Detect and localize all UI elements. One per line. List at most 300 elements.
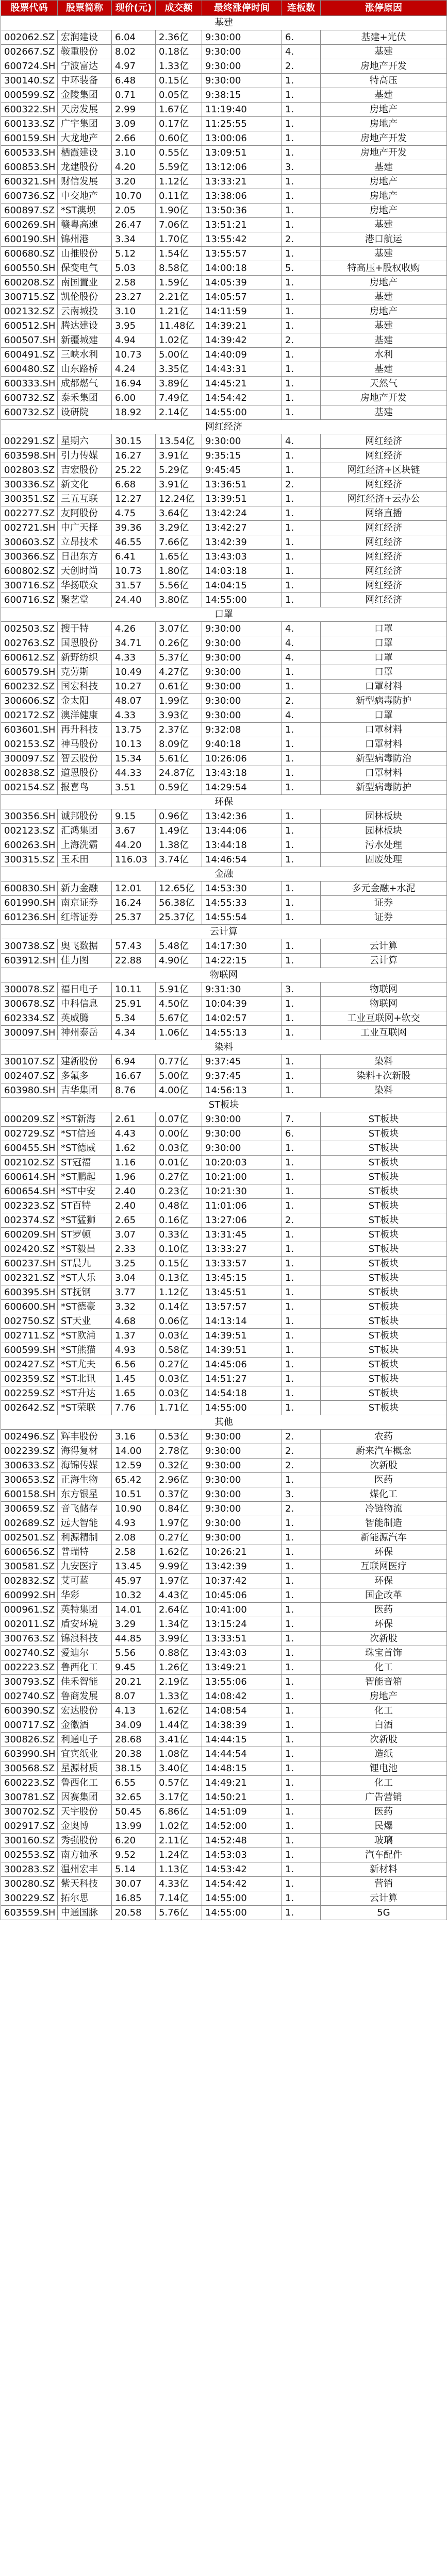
stock-name-cell: 澳洋健康 [58,708,112,723]
stock-name-cell: 英威腾 [58,1011,112,1026]
section-row [1,925,447,939]
turnover-cell: 0.03亿 [156,1386,202,1401]
stock-name-cell: 山东路桥 [58,362,112,377]
limit-up-time-cell: 14:51:27 [202,1372,282,1386]
stock-code-cell: 603990.SH [1,1747,58,1761]
turnover-cell: 1.21亿 [156,304,202,319]
board-count-cell: 1. [282,882,321,896]
turnover-cell: 0.53亿 [156,1430,202,1444]
board-count-cell: 2. [282,694,321,708]
reason-cell: 房地产开发 [321,131,447,146]
reason-cell: 网红经济 [321,535,447,550]
limit-up-time-cell: 13:33:57 [202,1257,282,1271]
price-cell: 30.15 [112,434,156,449]
reason-cell: 云计算 [321,954,447,968]
table-row [1,579,447,593]
stock-name-cell: 国恩股份 [58,636,112,651]
turnover-cell: 2.96亿 [156,1473,202,1487]
reason-cell: 多元金融+水泥 [321,882,447,896]
board-count-cell: 1. [282,492,321,506]
price-cell: 10.73 [112,564,156,579]
board-count-cell: 1. [282,752,321,766]
limit-up-time-cell: 14:44:15 [202,1733,282,1747]
turnover-cell: 1.62亿 [156,1545,202,1560]
reason-cell: 次新股 [321,1632,447,1646]
board-count-cell: 1. [282,362,321,377]
board-count-cell: 1. [282,1862,321,1877]
reason-cell: 互联网医疗 [321,1560,447,1574]
stock-name-cell: 智云股份 [58,752,112,766]
limit-up-time-cell: 14:52:48 [202,1834,282,1848]
stock-code-cell: 600223.SZ [1,1776,58,1790]
stock-code-cell: 002750.SZ [1,1314,58,1329]
stock-code-cell: 002838.SZ [1,766,58,781]
table-row [1,550,447,564]
table-row [1,1199,447,1213]
limit-up-time-cell: 14:29:54 [202,781,282,795]
limit-up-time-cell: 9:30:00 [202,1430,282,1444]
stock-code-cell: 002553.SZ [1,1848,58,1862]
stock-name-cell: *ST澳坝 [58,204,112,218]
stock-code-cell: 002832.SZ [1,1574,58,1588]
reason-cell: 天然气 [321,377,447,391]
reason-cell: ST板块 [321,1170,447,1184]
limit-up-time-cell: 13:12:06 [202,160,282,175]
stock-code-cell: 002803.SZ [1,463,58,478]
limit-up-time-cell: 14:54:42 [202,391,282,405]
price-cell: 44.20 [112,838,156,853]
turnover-cell: 3.99亿 [156,1632,202,1646]
limit-up-time-cell: 10:20:03 [202,1156,282,1170]
turnover-cell: 1.65亿 [156,550,202,564]
stock-name-cell: *ST尤夫 [58,1358,112,1372]
reason-cell: 园林板块 [321,809,447,824]
stock-name-cell: 吉宏股份 [58,463,112,478]
stock-code-cell: 600232.SZ [1,680,58,694]
table-row [1,1343,447,1358]
limit-up-time-cell: 9:30:00 [202,1531,282,1545]
reason-cell: 云计算 [321,1891,447,1906]
table-row [1,88,447,103]
price-cell: 4.97 [112,59,156,74]
turnover-cell: 1.44亿 [156,1718,202,1733]
price-cell: 4.13 [112,1704,156,1718]
stock-name-cell: 报喜鸟 [58,781,112,795]
limit-up-time-cell: 14:04:15 [202,579,282,593]
stock-code-cell: 300351.SZ [1,492,58,506]
board-count-cell: 1. [282,1790,321,1805]
reason-cell: 园林板块 [321,824,447,838]
price-cell: 2.65 [112,1213,156,1228]
board-count-cell: 1. [282,1401,321,1415]
stock-name-cell: 因赛集团 [58,1790,112,1805]
stock-name-cell: 奥飞数据 [58,939,112,954]
price-cell: 6.56 [112,1358,156,1372]
board-count-cell: 1. [282,146,321,160]
limit-up-time-cell: 14:39:51 [202,1329,282,1343]
limit-up-time-cell: 14:55:00 [202,1891,282,1906]
table-row [1,1112,447,1127]
stock-code-cell: 601236.SH [1,910,58,925]
reason-cell: 房地产 [321,175,447,189]
table-row [1,1848,447,1862]
limit-up-time-cell: 9:37:45 [202,1069,282,1083]
limit-up-time-cell: 14:51:09 [202,1805,282,1819]
turnover-cell: 1.49亿 [156,824,202,838]
stock-name-cell: 新野纺织 [58,651,112,665]
price-cell: 2.08 [112,1531,156,1545]
board-count-cell: 2. [282,1213,321,1228]
turnover-cell: 5.48亿 [156,939,202,954]
limit-up-time-cell: 14:03:18 [202,564,282,579]
board-count-cell: 1. [282,1805,321,1819]
limit-up-time-cell: 14:55:33 [202,896,282,910]
board-count-cell: 1. [282,506,321,521]
table-row [1,1473,447,1487]
section-title: 云计算 [1,925,447,939]
stock-code-cell: 300738.SZ [1,939,58,954]
reason-cell: 基建 [321,319,447,333]
section-row [1,968,447,982]
board-count-cell: 1. [282,1560,321,1574]
table-row [1,593,447,607]
limit-up-time-cell: 9:40:18 [202,737,282,752]
reason-cell: 国企改革 [321,1588,447,1603]
turnover-cell: 1.80亿 [156,564,202,579]
section-title: 网红经济 [1,420,447,434]
turnover-cell: 0.01亿 [156,1156,202,1170]
price-cell: 5.34 [112,1011,156,1026]
board-count-cell: 1. [282,290,321,304]
table-row [1,146,447,160]
turnover-cell: 2.37亿 [156,723,202,737]
limit-up-time-cell: 14:50:21 [202,1790,282,1805]
reason-cell: ST板块 [321,1213,447,1228]
turnover-cell: 0.07亿 [156,1112,202,1127]
turnover-cell: 0.58亿 [156,1343,202,1358]
table-row [1,1588,447,1603]
stock-name-cell: 友阿股份 [58,506,112,521]
board-count-cell: 1. [282,1877,321,1891]
reason-cell: 染料 [321,1083,447,1098]
limit-up-time-cell: 13:55:42 [202,232,282,247]
turnover-cell: 1.02亿 [156,1819,202,1834]
turnover-cell: 7.06亿 [156,218,202,232]
limit-up-time-cell: 9:30:00 [202,74,282,88]
board-count-cell: 1. [282,463,321,478]
limit-up-time-cell: 10:26:06 [202,752,282,766]
table-row [1,1632,447,1646]
stock-name-cell: *ST升达 [58,1386,112,1401]
table-row [1,694,447,708]
board-count-cell: 1. [282,1588,321,1603]
limit-up-time-cell: 13:42:39 [202,535,282,550]
table-row [1,463,447,478]
reason-cell: ST板块 [321,1242,447,1257]
turnover-cell: 0.27亿 [156,1170,202,1184]
stock-code-cell: 600159.SH [1,131,58,146]
price-cell: 13.45 [112,1560,156,1574]
stock-code-cell: 300633.SZ [1,1459,58,1473]
table-row [1,824,447,838]
board-count-cell: 1. [282,838,321,853]
reason-cell: 新材料 [321,1862,447,1877]
limit-up-time-cell: 13:49:21 [202,1660,282,1675]
price-cell: 50.45 [112,1805,156,1819]
board-count-cell: 1. [282,103,321,117]
reason-cell: 网红经济 [321,593,447,607]
limit-up-time-cell: 9:32:08 [202,723,282,737]
board-count-cell: 6. [282,30,321,45]
table-row [1,752,447,766]
turnover-cell: 1.08亿 [156,1747,202,1761]
reason-cell: 医药 [321,1603,447,1617]
limit-up-time-cell: 13:39:51 [202,492,282,506]
table-row [1,1430,447,1444]
stock-code-cell: 602334.SZ [1,1011,58,1026]
stock-name-cell: 日出东方 [58,550,112,564]
turnover-cell: 12.65亿 [156,882,202,896]
stock-name-cell: 鲁西化工 [58,1776,112,1790]
stock-name-cell: 福日电子 [58,982,112,997]
board-count-cell: 1. [282,1632,321,1646]
board-count-cell: 2. [282,333,321,348]
board-count-cell: 1. [282,391,321,405]
price-cell: 2.99 [112,103,156,117]
reason-cell: ST板块 [321,1141,447,1156]
reason-cell: ST板块 [321,1285,447,1300]
reason-cell: ST板块 [321,1257,447,1271]
price-cell: 10.27 [112,680,156,694]
stock-code-cell: 600512.SH [1,319,58,333]
reason-cell: 玻璃 [321,1834,447,1848]
table-row [1,1257,447,1271]
stock-name-cell: 正海生物 [58,1473,112,1487]
limit-up-time-cell: 9:30:00 [202,1112,282,1127]
stock-code-cell: 002132.SZ [1,304,58,319]
turnover-cell: 5.00亿 [156,348,202,362]
price-cell: 3.34 [112,232,156,247]
table-row [1,1242,447,1257]
price-cell: 2.58 [112,1545,156,1560]
table-row [1,1704,447,1718]
board-count-cell: 1. [282,175,321,189]
turnover-cell: 0.48亿 [156,1199,202,1213]
reason-cell: 房地产 [321,117,447,131]
section-row [1,1098,447,1112]
stock-name-cell: 佳力图 [58,954,112,968]
table-row [1,910,447,925]
table-row [1,1358,447,1372]
limit-up-time-cell: 14:02:57 [202,1011,282,1026]
table-row [1,1617,447,1632]
turnover-cell: 0.05亿 [156,88,202,103]
stock-code-cell: 600480.SZ [1,362,58,377]
table-row [1,1776,447,1790]
header-board-count: 连板数 [282,1,321,16]
stock-name-cell: ST抚钢 [58,1285,112,1300]
stock-code-cell: 600830.SH [1,882,58,896]
price-cell: 4.94 [112,333,156,348]
table-row [1,1761,447,1776]
price-cell: 1.37 [112,1329,156,1343]
stock-name-cell: 南方轴承 [58,1848,112,1862]
limit-up-time-cell: 14:22:15 [202,954,282,968]
board-count-cell: 5. [282,261,321,276]
limit-up-time-cell: 9:31:30 [202,982,282,997]
turnover-cell: 0.15亿 [156,1257,202,1271]
stock-name-cell: 吉华集团 [58,1083,112,1098]
board-count-cell: 1. [282,1242,321,1257]
table-row [1,1401,447,1415]
section-title: 基建 [1,16,447,30]
stock-code-cell: 002359.SZ [1,1372,58,1386]
board-count-cell: 7. [282,1112,321,1127]
table-row [1,377,447,391]
limit-up-time-cell: 14:11:59 [202,304,282,319]
stock-code-cell: 002123.SZ [1,824,58,838]
table-row [1,1906,447,1920]
turnover-cell: 3.91亿 [156,449,202,463]
board-count-cell: 1. [282,304,321,319]
section-row [1,607,447,622]
reason-cell: 医药 [321,1805,447,1819]
section-title: 环保 [1,795,447,809]
table-row [1,737,447,752]
price-cell: 38.15 [112,1761,156,1776]
turnover-cell: 3.07亿 [156,622,202,636]
board-count-cell: 1. [282,1531,321,1545]
stock-code-cell: 300160.SZ [1,1834,58,1848]
reason-cell: 化工 [321,1660,447,1675]
stock-code-cell: 600724.SH [1,59,58,74]
stock-code-cell: 603980.SH [1,1083,58,1098]
board-count-cell: 1. [282,1733,321,1747]
stock-name-cell: 建新股份 [58,1055,112,1069]
price-cell: 4.26 [112,622,156,636]
board-count-cell: 1. [282,1083,321,1098]
stock-code-cell: 002323.SZ [1,1199,58,1213]
limit-up-time-cell: 9:30:00 [202,59,282,74]
table-row [1,492,447,506]
table-row [1,1834,447,1848]
table-row [1,333,447,348]
price-cell: 12.01 [112,882,156,896]
board-count-cell: 1. [282,319,321,333]
board-count-cell: 1. [282,117,321,131]
price-cell: 10.49 [112,665,156,680]
stock-code-cell: 002291.SZ [1,434,58,449]
section-title: 口罩 [1,607,447,622]
stock-name-cell: 辉丰股份 [58,1430,112,1444]
table-row [1,1011,447,1026]
board-count-cell: 1. [282,997,321,1011]
reason-cell: 口罩 [321,622,447,636]
stock-name-cell: *ST毅昌 [58,1242,112,1257]
stock-name-cell: 华彩 [58,1588,112,1603]
turnover-cell: 1.90亿 [156,204,202,218]
limit-up-time-cell: 14:08:54 [202,1704,282,1718]
section-row [1,1415,447,1430]
price-cell: 8.76 [112,1083,156,1098]
stock-name-cell: 玉禾田 [58,853,112,867]
stock-code-cell: 600190.SH [1,232,58,247]
section-title: 其他 [1,1415,447,1430]
price-cell: 6.48 [112,74,156,88]
header-price: 现价(元) [112,1,156,16]
limit-up-time-cell: 9:30:00 [202,30,282,45]
board-count-cell: 1. [282,1660,321,1675]
board-count-cell: 1. [282,1386,321,1401]
table-row [1,1733,447,1747]
board-count-cell: 1. [282,1314,321,1329]
price-cell: 5.03 [112,261,156,276]
turnover-cell: 11.48亿 [156,319,202,333]
price-cell: 6.94 [112,1055,156,1069]
turnover-cell: 0.27亿 [156,1358,202,1372]
turnover-cell: 1.33亿 [156,1689,202,1704]
price-cell: 25.91 [112,997,156,1011]
section-row [1,795,447,809]
table-row [1,1184,447,1199]
stock-name-cell: 海得复材 [58,1444,112,1459]
header-limit-time: 最终涨停时间 [202,1,282,16]
table-row [1,1069,447,1083]
reason-cell: ST板块 [321,1358,447,1372]
price-cell: 1.16 [112,1156,156,1170]
stock-code-cell: 600550.SH [1,261,58,276]
limit-up-time-cell: 14:45:06 [202,1358,282,1372]
stock-name-cell: 宁波富达 [58,59,112,74]
board-count-cell: 1. [282,1473,321,1487]
table-row [1,1819,447,1834]
limit-up-time-cell: 9:45:45 [202,463,282,478]
stock-code-cell: 300603.SZ [1,535,58,550]
limit-up-time-cell: 13:55:06 [202,1675,282,1689]
reason-cell: 环保 [321,1545,447,1560]
reason-cell: 网红经济+云办公 [321,492,447,506]
price-cell: 2.61 [112,1112,156,1127]
stock-name-cell: 引力传媒 [58,449,112,463]
price-cell: 20.38 [112,1747,156,1761]
stock-code-cell: 300366.SZ [1,550,58,564]
stock-name-cell: ST天业 [58,1314,112,1329]
stock-name-cell: *ST德豪 [58,1300,112,1314]
reason-cell: ST板块 [321,1271,447,1285]
table-row [1,1026,447,1040]
table-row [1,1545,447,1560]
table-row [1,449,447,463]
stock-name-cell: 搜于特 [58,622,112,636]
limit-up-time-cell: 14:17:30 [202,939,282,954]
board-count-cell: 1. [282,1156,321,1170]
turnover-cell: 0.03亿 [156,1141,202,1156]
limit-up-time-cell: 9:30:00 [202,1502,282,1516]
stock-name-cell: 华扬联众 [58,579,112,593]
price-cell: 28.68 [112,1733,156,1747]
reason-cell: 口罩 [321,636,447,651]
board-count-cell: 1. [282,1603,321,1617]
table-row [1,1156,447,1170]
reason-cell: 房地产 [321,204,447,218]
table-row [1,1459,447,1473]
stock-code-cell: 300793.SZ [1,1675,58,1689]
stock-name-cell: 金太阳 [58,694,112,708]
stock-name-cell: 利源精制 [58,1531,112,1545]
price-cell: 20.21 [112,1675,156,1689]
limit-up-time-cell: 13:38:06 [202,189,282,204]
price-cell: 6.20 [112,1834,156,1848]
